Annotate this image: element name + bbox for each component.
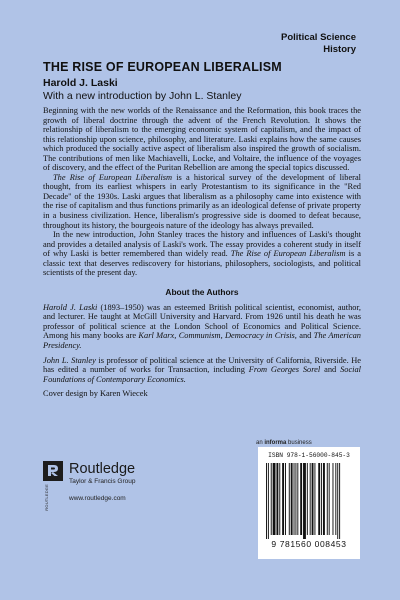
barcode-box: [258, 447, 360, 559]
laski-books: Karl Marx, Communism, Democracy in Crisis,: [138, 331, 297, 341]
category-line-1: Political Science: [281, 32, 356, 43]
book-title: THE RISE OF EUROPEAN LIBERALISM: [43, 60, 282, 74]
stanley-bio: John L. Stanley is professor of political science at the University of California, Riverside. He has edited a number of works for Transaction, including From Georges Sorel and Social Foundations of Contemporary Economics.: [43, 355, 361, 384]
description-paragraph-3: [43, 230, 361, 278]
informa-business-note: an informa business: [256, 440, 312, 446]
description-paragraph-2-text: is a historical survey of the development of liberal thought, from its earliest whispers in early Protestantism to its significance in the "Red Decade" of the 1930s. Laski argues that liberalism as a philosophy came into existence with the rise of capitalism and thus functions primarily as an ideological defense of private property in a business civilization. Hence, liberalism's progressive side is doomed to defeat because, throughout its history, the bourgeois nature of the ideology has always prevailed.: [43, 172, 361, 230]
book-title-italic: The Rise of European Liberalism: [230, 249, 346, 259]
about-authors: [43, 303, 361, 384]
stanley-book-2: Social Foundations of Contemporary Economics.: [43, 365, 361, 384]
publisher-website: www.routledge.com: [69, 495, 126, 502]
description-paragraph-2: [43, 173, 361, 230]
publisher-imprint: Taylor & Francis Group: [69, 478, 136, 485]
stanley-name: John L. Stanley: [43, 355, 96, 365]
subject-category: [281, 32, 356, 56]
book-author: Harold J. Laski: [43, 77, 118, 89]
description-paragraph-1: Beginning with the new worlds of the Renaissance and the Reformation, this book traces the growth of liberal doctrine through the advent of the French Revolution. It shows the relationship of liberalism to the emerging economic system of capitalism, and the impact of this relationship upon science, philosophy, and literature. Laski explains how the same causes which produced the socially active aspect of liberalism also inspired the growth of socialism. The contributions of men like Machiavelli, Locke, and Voltaire, the influence of the voyages of discovery, and the effect of the Puritan Rebellion are among the special topics discussed.: [43, 106, 361, 173]
description: [43, 106, 361, 278]
description-paragraph-3-text-b: is a classic text that deserves rediscovery for historians, philosophers, sociologists, and political scientists of the present day.: [43, 249, 361, 278]
cover-design-credit: Cover design by Karen Wiecek: [43, 389, 148, 399]
laski-bio: Harold J. Laski (1893–1950) was an esteemed British political scientist, economist, author, and lecturer. He taught at McGill University and Harvard. From 1926 until his death he was professor of political science at the London School of Economics and Political Science. Among his many books are Karl Marx, Communism, Democracy in Crisis, and The American Presidency.: [43, 302, 361, 351]
about-authors-heading: About the Authors: [165, 286, 239, 297]
routledge-logo-icon: [43, 461, 63, 481]
laski-name: Harold J. Laski: [43, 302, 98, 312]
publisher-block: [43, 461, 193, 561]
logo-vertical-text: ROUTLEDGE: [44, 484, 49, 511]
introduction-credit: With a new introduction by John L. Stanley: [43, 90, 242, 102]
isbn-label: ISBN 978-1-56000-845-3: [268, 452, 350, 459]
category-line-2: History: [323, 44, 356, 55]
barcode-icon: [264, 463, 354, 539]
book-title-italic: The Rise of European Liberalism: [53, 172, 173, 182]
laski-last-book: The American Presidency.: [43, 331, 361, 351]
stanley-book-1: From Georges Sorel: [248, 365, 321, 375]
publisher-name: Routledge: [69, 461, 136, 477]
barcode-digits: 9 781560 008453: [271, 539, 347, 549]
main-content: [43, 60, 361, 398]
informa-brand: informa: [264, 440, 287, 446]
description-paragraph-3-text-a: In the new introduction, John Stanley traces the history and influences of Laski's thought and provides a detailed analysis of Laski's work. The essay provides a coherent study in itself of why Laski is better remembered than widely read.: [43, 230, 361, 259]
